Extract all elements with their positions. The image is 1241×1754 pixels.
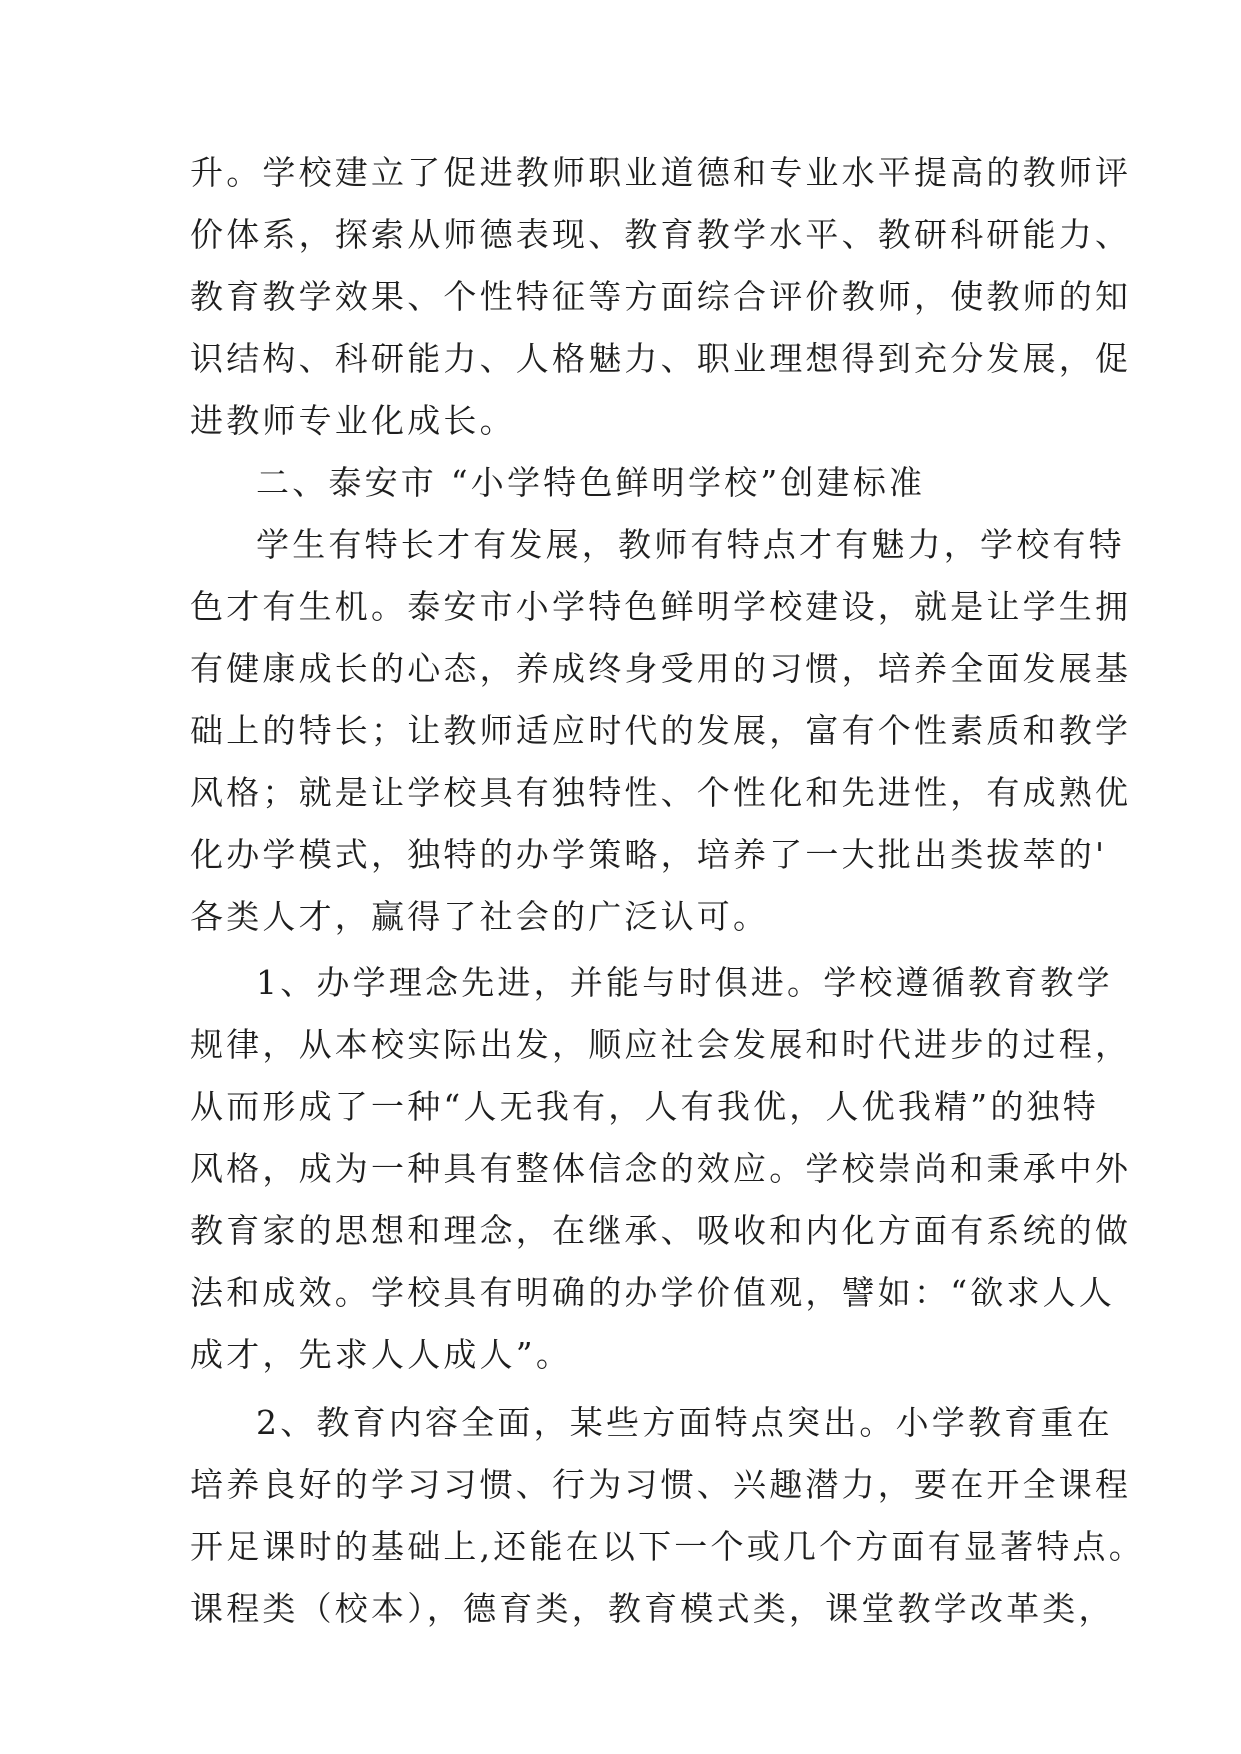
- text-line: 课程类（校本），德育类，教育模式类，课堂教学改革类，: [190, 1589, 1115, 1628]
- text-line: 从而形成了一种“人无我有，人有我优，人优我精”的独特: [190, 1087, 1099, 1126]
- document-body: [190, 142, 1145, 1640]
- text-line: 开足课时的基础上,还能在以下一个或几个方面有显著特点。: [190, 1527, 1145, 1566]
- text-line: 教育教学效果、个性特征等方面综合评价教师，使教师的知: [190, 277, 1132, 316]
- text-line: 规律，从本校实际出发，顺应社会发展和时代进步的过程，: [190, 1025, 1132, 1064]
- text-line: 各类人才，赢得了社会的广泛认可。: [190, 897, 770, 936]
- text-line: 培养良好的学习习惯、行为习惯、兴趣潜力，要在开全课程: [190, 1465, 1132, 1504]
- text-line: 成才，先求人人成人”。: [190, 1335, 573, 1374]
- text-line: 进教师专业化成长。: [190, 401, 516, 440]
- section-heading: 二、泰安市 “小学特色鲜明学校”创建标准: [256, 463, 926, 502]
- text-line: 有健康成长的心态，养成终身受用的习惯，培养全面发展基: [190, 649, 1132, 688]
- text-line: 识结构、科研能力、人格魅力、职业理想得到充分发展，促: [190, 339, 1132, 378]
- text-line: 础上的特长；让教师适应时代的发展，富有个性素质和教学: [190, 711, 1132, 750]
- text-line: 学生有特长才有发展，教师有特点才有魅力，学校有特: [256, 525, 1125, 564]
- text-line: 教育家的思想和理念，在继承、吸收和内化方面有系统的做: [190, 1211, 1132, 1250]
- text-line: 风格，成为一种具有整体信念的效应。学校崇尚和秉承中外: [190, 1149, 1132, 1188]
- text-line: 升。学校建立了促进教师职业道德和专业水平提高的教师评: [190, 153, 1132, 192]
- text-line: 色才有生机。泰安市小学特色鲜明学校建设，就是让学生拥: [190, 587, 1132, 626]
- text-line: 价体系，探索从师德表现、教育教学水平、教研科研能力、: [190, 215, 1132, 254]
- text-line: 法和成效。学校具有明确的办学价值观，譬如：“欲求人人: [190, 1273, 1116, 1312]
- text-line: 风格；就是让学校具有独特性、个性化和先进性，有成熟优: [190, 773, 1132, 812]
- text-line: 化办学模式，独特的办学策略，培养了一大批出类拔萃的': [190, 835, 1108, 874]
- text-line: 1、办学理念先进，并能与时俱进。学校遵循教育教学: [256, 963, 1113, 1002]
- text-line: 2、教育内容全面，某些方面特点突出。小学教育重在: [256, 1403, 1113, 1442]
